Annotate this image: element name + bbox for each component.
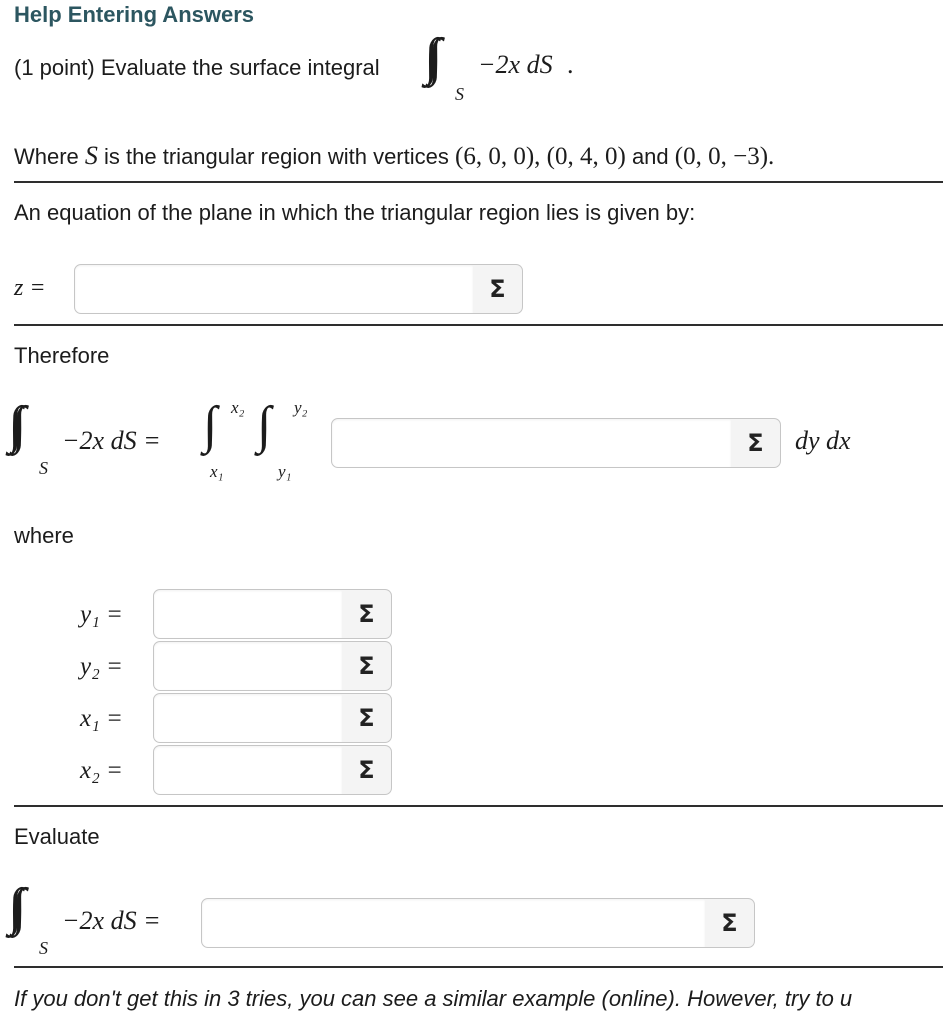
region-subscript: S	[39, 458, 48, 478]
differentials: dy dx	[795, 426, 851, 455]
outer-integral-sign: ∫	[203, 397, 218, 454]
inner-upper-limit: y₂	[294, 398, 308, 417]
y2-answer-input[interactable]	[154, 642, 342, 690]
x2-answer-field[interactable]	[153, 745, 343, 795]
x1-answer-field[interactable]	[153, 693, 343, 743]
z-label: z =	[14, 275, 46, 301]
x2-label: x₂ =	[80, 757, 123, 784]
and-text: and	[631, 144, 669, 169]
integrand-answer-field[interactable]	[331, 418, 732, 468]
therefore-text: Therefore	[14, 343, 110, 368]
inner-integral-sign: ∫	[257, 397, 272, 454]
y1-equation-editor-button[interactable]: Σ	[342, 589, 392, 639]
where-text: Where	[14, 144, 79, 169]
problem-period: .	[567, 50, 574, 79]
divider	[14, 181, 943, 183]
region-text: is the triangular region with vertices	[104, 144, 449, 169]
z-answer-field[interactable]	[74, 264, 474, 314]
outer-lower-limit: x₁	[210, 462, 224, 481]
region-subscript: S	[39, 938, 48, 958]
vertices-text: (6, 0, 0), (0, 4, 0)	[455, 143, 626, 170]
last-vertex-text: (0, 0, −3).	[674, 143, 775, 170]
inner-lower-limit: y₁	[278, 462, 292, 481]
divider	[14, 324, 943, 326]
x2-equation-editor-button[interactable]: Σ	[342, 745, 392, 795]
y1-answer-input[interactable]	[154, 590, 342, 638]
y1-answer-field[interactable]	[153, 589, 343, 639]
final-answer-input[interactable]	[202, 899, 705, 947]
region-description	[14, 141, 774, 171]
evaluate-text: Evaluate	[14, 824, 100, 849]
plane-instruction: An equation of the plane in which the triangular region lies is given by:	[14, 200, 696, 225]
y2-label: y₂ =	[80, 653, 123, 680]
hint-note: If you don't get this in 3 tries, you can see a similar example (online). However, try to u	[14, 986, 853, 1011]
z-equation-editor-button[interactable]: Σ	[473, 264, 523, 314]
y1-label: y₁ =	[80, 601, 123, 628]
region-subscript: S	[455, 84, 464, 104]
problem-prefix: (1 point) Evaluate the surface integral	[14, 55, 380, 80]
final-equation-editor-button[interactable]: Σ	[705, 898, 755, 948]
x1-answer-input[interactable]	[154, 694, 342, 742]
divider	[14, 966, 943, 968]
outer-upper-limit: x₂	[231, 398, 245, 417]
help-entering-answers-link[interactable]: Help Entering Answers	[14, 2, 255, 27]
x2-answer-input[interactable]	[154, 746, 342, 794]
region-symbol: S	[84, 141, 98, 170]
where-label: where	[14, 523, 74, 548]
integrand-equation-editor-button[interactable]: Σ	[731, 418, 781, 468]
x1-label: x₁ =	[80, 705, 123, 732]
z-answer-input[interactable]	[75, 265, 473, 313]
x1-equation-editor-button[interactable]: Σ	[342, 693, 392, 743]
integrand-answer-input[interactable]	[332, 419, 731, 467]
final-lhs: −2x dS =	[62, 906, 161, 935]
y2-answer-field[interactable]	[153, 641, 343, 691]
iterated-lhs: −2x dS =	[62, 426, 161, 455]
divider	[14, 805, 943, 807]
final-answer-field[interactable]	[201, 898, 706, 948]
problem-integrand: −2x dS	[478, 50, 553, 79]
y2-equation-editor-button[interactable]: Σ	[342, 641, 392, 691]
